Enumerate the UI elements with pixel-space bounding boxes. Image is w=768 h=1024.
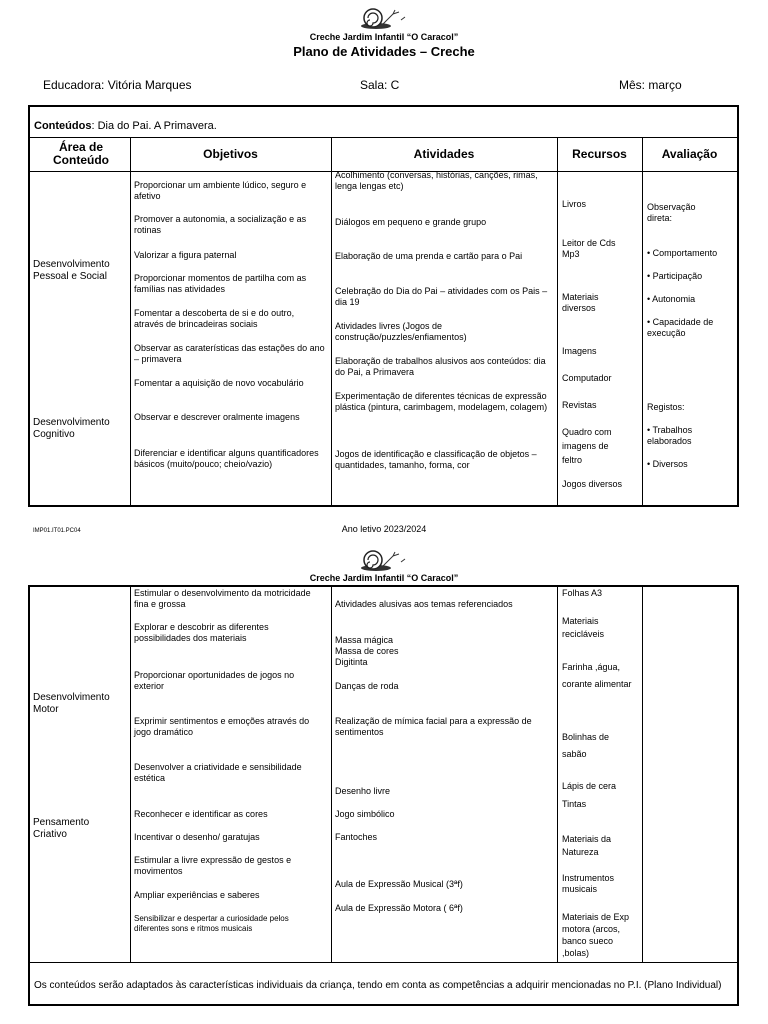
divider — [642, 587, 643, 962]
objective-item: Fomentar a descoberta de si e do outro, através de brincadeiras sociais — [134, 308, 295, 329]
activity-item: Acolhimento (conversas, histórias, canções, rimas, lenga lengas etc) — [335, 170, 538, 191]
objective-item: Explorar e descobrir as diferentes possibilidades dos materiais — [134, 622, 269, 643]
activity-item: Fantoches — [335, 832, 378, 842]
divider — [30, 137, 737, 138]
activity-item: Elaboração de trabalhos alusivos aos conteúdos: dia do Pai, a Primavera — [335, 356, 546, 377]
resource-item: Bolinhas de sabão — [562, 732, 610, 759]
area-cognitive: Desenvolvimento Cognitivo — [33, 417, 110, 440]
activity-item: Aula de Expressão Motora ( 6ªf) — [335, 903, 463, 913]
school-year: Ano letivo 2023/2024 — [341, 524, 427, 534]
divider — [557, 137, 558, 507]
evaluation-item: • Capacidade de execução — [647, 317, 714, 338]
activity-item: Celebração do Dia do Pai – atividades com os Pais – dia 19 — [335, 286, 548, 307]
objective-item: Sensibilizar e despertar a curiosidade pelos diferentes sons e ritmos musicais — [134, 914, 289, 933]
col-header-area: Área de Conteúdo — [53, 140, 109, 167]
col-header-activities: Atividades — [413, 147, 475, 161]
objective-item: Diferenciar e identificar alguns quantificadores básicos (muito/pouco; cheio/vazio) — [134, 448, 319, 469]
resource-item: Materiais de Exp motora (arcos, banco sueco ,bolas) — [562, 912, 630, 958]
objective-item: Observar e descrever oralmente imagens — [134, 412, 300, 422]
divider — [642, 137, 643, 507]
objective-item: Proporcionar um ambiente lúdico, seguro e afetivo — [134, 180, 307, 201]
area-motor: Desenvolvimento Motor — [33, 692, 110, 715]
objective-item: Valorizar a figura paternal — [134, 250, 237, 260]
evaluation-item: • Comportamento — [647, 248, 718, 258]
activity-item: Realização de mímica facial para a expressão de sentimentos — [335, 716, 532, 737]
plan-table-2 — [28, 585, 739, 1006]
activity-item: Massa mágica — [335, 635, 394, 645]
activity-item: Diálogos em pequeno e grande grupo — [335, 217, 487, 227]
activity-item: Massa de cores — [335, 646, 399, 656]
final-note: Os conteúdos serão adaptados às características individuais da criança, tendo em conta as competências a adquirir mencionadas no P.I. (Plano Individual) — [34, 980, 722, 991]
resource-item: Folhas A3 — [562, 588, 603, 598]
objective-item: Observar as caraterísticas das estações do ano – primavera — [134, 343, 325, 364]
document-code: IMP01.IT01.PC04 — [33, 528, 81, 534]
objective-item: Fomentar a aquisição de novo vocabulário — [134, 378, 304, 388]
resource-item: Materiais da Natureza — [562, 834, 612, 857]
resource-item: Farinha ,água, corante alimentar — [562, 662, 632, 689]
resource-item: Jogos diversos — [562, 479, 623, 489]
resource-item: Imagens — [562, 346, 597, 356]
evaluation-item: • Participação — [647, 271, 703, 281]
divider — [30, 962, 737, 963]
evaluation-observation: Observação direta: — [647, 202, 696, 223]
col-header-objectives: Objetivos — [203, 147, 258, 161]
objective-item: Desenvolver a criatividade e sensibilidade estética — [134, 762, 302, 783]
resource-item: Revistas — [562, 400, 597, 410]
activity-item: Atividades alusivas aos temas referenciados — [335, 599, 513, 609]
activity-item: Elaboração de uma prenda e cartão para o Pai — [335, 251, 523, 261]
school-name: Creche Jardim Infantil “O Caracol” — [309, 32, 459, 42]
objective-item: Estimular a livre expressão de gestos e movimentos — [134, 855, 292, 876]
objective-item: Ampliar experiências e saberes — [134, 890, 260, 900]
contents-row — [34, 120, 217, 132]
resource-item: Leitor de Cds Mp3 — [562, 238, 616, 259]
activity-item: Jogo simbólico — [335, 809, 395, 819]
divider — [130, 137, 131, 507]
divider — [331, 587, 332, 962]
col-header-resources: Recursos — [572, 147, 627, 161]
objective-item: Proporcionar momentos de partilha com as famílias nas atividades — [134, 273, 307, 294]
activity-item: Aula de Expressão Musical (3ªf) — [335, 879, 463, 889]
evaluation-item: • Autonomia — [647, 294, 696, 304]
activity-item: Jogos de identificação e classificação de objetos – quantidades, tamanho, forma, cor — [335, 449, 537, 470]
contents-label: Conteúdos — [34, 120, 92, 132]
activity-item: Experimentação de diferentes técnicas de expressão plástica (pintura, carimbagem, modelagem, colagem) — [335, 391, 548, 412]
room-label: Sala: C — [360, 78, 400, 92]
resource-item: Quadro com imagens de feltro — [562, 427, 612, 465]
activity-item: Atividades livres (Jogos de construção/puzzles/enfiamentos) — [335, 321, 467, 342]
evaluation-records: Registos: — [647, 402, 685, 412]
area-personal-social: Desenvolvimento Pessoal e Social — [33, 259, 110, 282]
divider — [557, 587, 558, 962]
snail-logo — [359, 548, 409, 572]
objective-item: Incentivar o desenho/ garatujas — [134, 832, 260, 842]
resource-item: Lápis de cera — [562, 781, 617, 791]
objective-item: Promover a autonomia, a socialização e as rotinas — [134, 214, 307, 235]
evaluation-item: • Diversos — [647, 459, 688, 469]
objective-item: Reconhecer e identificar as cores — [134, 809, 268, 819]
col-header-evaluation: Avaliação — [661, 147, 718, 161]
month-label: Mês: março — [619, 78, 682, 92]
school-name: Creche Jardim Infantil “O Caracol” — [309, 573, 459, 583]
page-title: Plano de Atividades – Creche — [293, 44, 475, 59]
activity-item: Danças de roda — [335, 681, 399, 691]
educator-label: Educadora: Vitória Marques — [43, 78, 192, 92]
divider — [130, 587, 131, 962]
divider — [331, 137, 332, 507]
resource-item: Materiais diversos — [562, 292, 599, 313]
resource-item: Livros — [562, 199, 587, 209]
contents-text: : Dia do Pai. A Primavera. — [91, 120, 217, 132]
plan-table-1 — [28, 105, 739, 507]
area-creative: Pensamento Criativo — [33, 817, 90, 840]
resource-item: Tintas — [562, 799, 587, 809]
objective-item: Exprimir sentimentos e emoções através do jogo dramático — [134, 716, 310, 737]
activity-item: Desenho livre — [335, 786, 391, 796]
objective-item: Proporcionar oportunidades de jogos no exterior — [134, 670, 295, 691]
resource-item: Instrumentos musicais — [562, 873, 615, 894]
evaluation-item: • Trabalhos elaborados — [647, 425, 693, 446]
resource-item: Materiais recicláveis — [562, 616, 605, 639]
activity-item: Digitinta — [335, 657, 368, 667]
snail-logo — [359, 6, 409, 30]
resource-item: Computador — [562, 373, 612, 383]
objective-item: Estimular o desenvolvimento da motricidade fina e grossa — [134, 588, 311, 609]
